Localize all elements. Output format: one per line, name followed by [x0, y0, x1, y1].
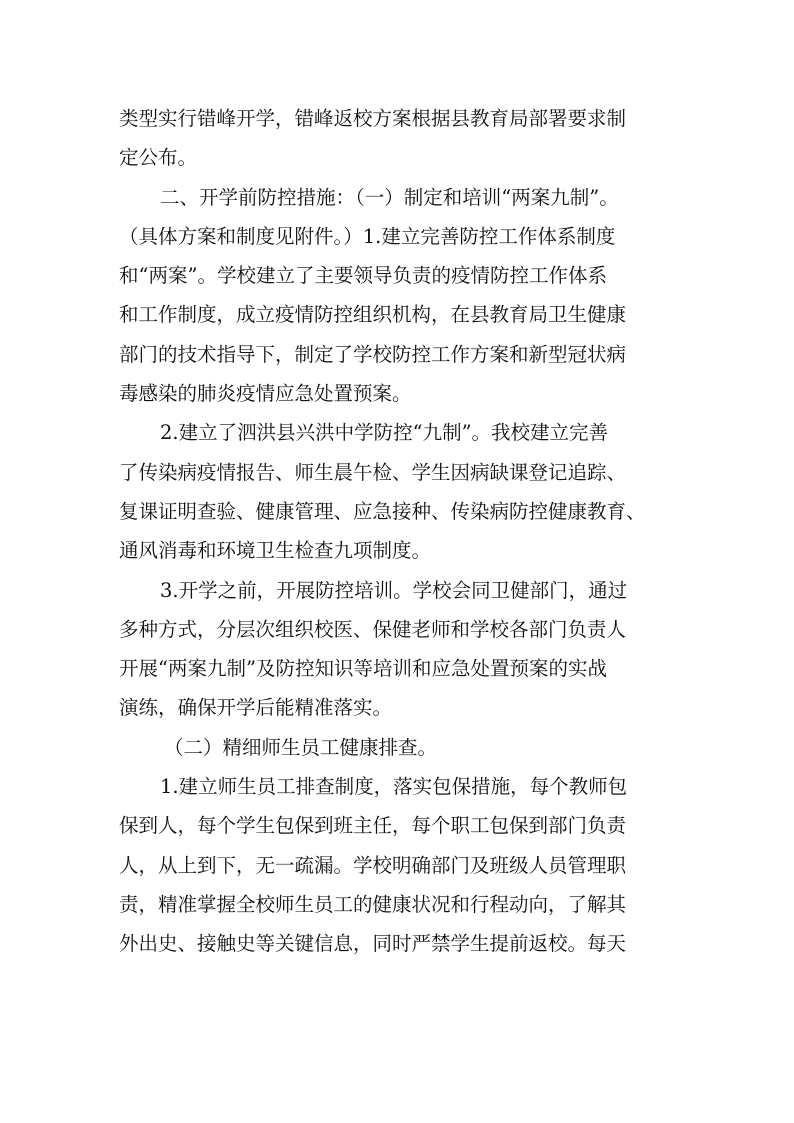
- text-line: 责，精准掌握全校师生员工的健康状况和行程动向，了解其: [119, 892, 627, 916]
- text-line: 了传染病疫情报告、师生晨午检、学生因病缺课登记追踪、: [119, 460, 627, 484]
- text-line: 开展“两案九制”及防控知识等培训和应急处置预案的实战: [119, 657, 607, 681]
- document-body: [119, 99, 679, 964]
- text-line: 通风消毒和环境卫生检查九项制度。: [119, 539, 432, 563]
- paragraph-start-line: 1.建立师生员工排查制度，落实包保措施，每个教师包: [160, 775, 628, 799]
- text-line: 和工作制度，成立疫情防控组织机构，在县教育局卫生健康: [119, 303, 627, 327]
- text-line: 类型实行错峰开学，错峰返校方案根据县教育局部署要求制: [119, 107, 627, 130]
- text-line: 演练，确保开学后能精准落实。: [119, 696, 393, 720]
- text-line: （具体方案和制度见附件。）1.建立完善防控工作体系制度: [119, 224, 616, 248]
- text-line: 和“两案”。学校建立了主要领导负责的疫情防控工作体系: [119, 264, 607, 288]
- subsection-heading-line: （二）精细师生员工健康排查。: [164, 735, 438, 759]
- text-line: 保到人，每个学生包保到班主任，每个职工包保到部门负责: [119, 814, 627, 838]
- text-line: 人，从上到下，无一疏漏。学校明确部门及班级人员管理职: [119, 853, 627, 877]
- text-line: 定公布。: [119, 146, 198, 170]
- text-line: 多种方式，分层次组织校医、保健老师和学校各部门负责人: [119, 617, 627, 641]
- text-line: 毒感染的肺炎疫情应急处置预案。: [119, 382, 412, 406]
- paragraph-start-line: 3.开学之前，开展防控培训。学校会同卫健部门，通过: [160, 578, 628, 602]
- text-line: 外出史、接触史等关键信息，同时严禁学生提前返校。每天: [119, 932, 627, 956]
- text-line: 部门的技术指导下，制定了学校防控工作方案和新型冠状病: [119, 342, 627, 366]
- text-line: 复课证明查验、健康管理、应急接种、传染病防控健康教育、: [119, 499, 646, 523]
- paragraph-start-line: 2.建立了泗洪县兴洪中学防控“九制”。我校建立完善: [160, 421, 609, 445]
- section-heading-line: 二、开学前防控措施：（一）制定和培训“两案九制”。: [160, 185, 619, 209]
